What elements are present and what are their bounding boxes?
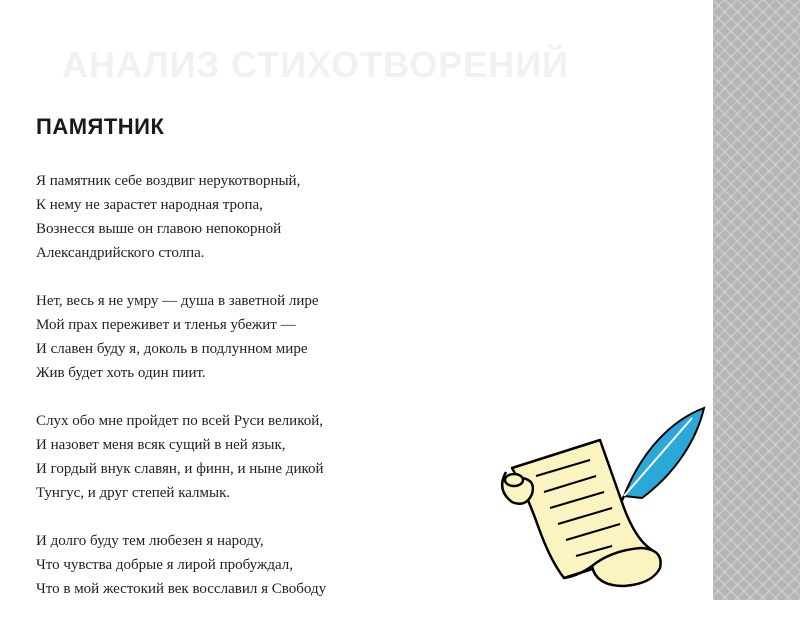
poem-line: К нему не зарастет народная тропа, [36,197,263,213]
poem-line: Александрийского столпа. [36,245,205,261]
poem-line: Мой прах переживет и тленья убежит — [36,317,296,333]
poem-line: И назовет меня всяк сущий в ней язык, [36,437,286,453]
poem-line: Слух обо мне пройдет по всей Руси великой, [36,413,323,429]
poem-line: Нет, весь я не умру — душа в заветной лире [36,293,319,309]
stanza [36,409,476,505]
decorative-side-panel [713,0,800,600]
poem-title: ПАМЯТНИК [36,114,165,139]
poem-line: Тунгус, и друг степей калмык. [36,485,231,501]
stanza [36,169,476,265]
poem-line: Что в мой жестокий век восславил я Свободу [36,581,327,597]
poem-line: Вознесся выше он главою непокорной [36,221,282,237]
poem-line: Я памятник себе воздвиг нерукотворный, [36,173,301,189]
poem-line: Что чувства добрые я лирой пробуждал, [36,557,293,573]
poem-line: Жив будет хоть один пиит. [36,365,206,381]
slide-title: АНАЛИЗ СТИХОТВОРЕНИЙ [62,44,570,85]
stanza [36,529,476,601]
poem-body [36,169,476,625]
stanza [36,289,476,385]
poem-line: И славен буду я, доколь в подлунном мире [36,341,308,357]
poem-line: И долго буду тем любезен я народу, [36,533,264,549]
scroll-with-quill-icon [492,400,712,590]
poem-line: И гордый внук славян, и финн, и ныне дикой [36,461,324,477]
